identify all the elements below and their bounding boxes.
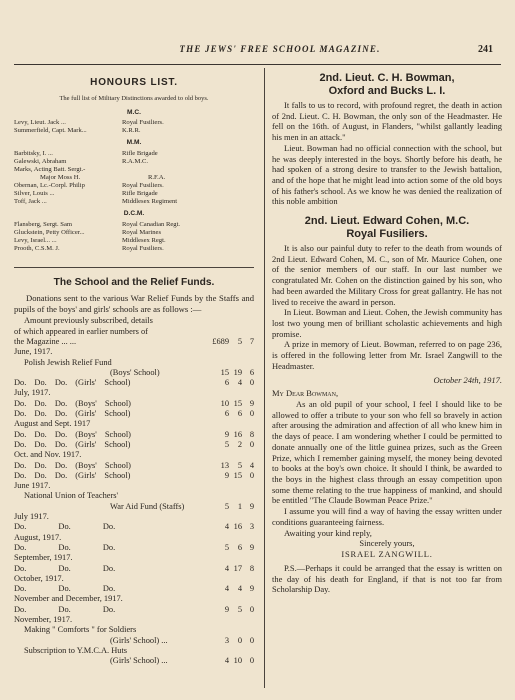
fund-pence: 9 (249, 542, 254, 552)
fund-pence: 4 (249, 460, 254, 470)
honours-name: Marks, Acting Batt. Sergt.- (14, 166, 86, 174)
honours-entry (14, 127, 254, 135)
fund-pounds: 4 (224, 584, 229, 594)
fund-description: Do. Do. Do. (Boys' School) (14, 429, 131, 439)
honours-unit: Middlesex Regiment (122, 198, 178, 206)
fund-pence: 0 (249, 439, 254, 449)
fund-shillings (229, 574, 242, 584)
fund-row (14, 625, 254, 635)
fund-description: Do. Do. Do. (14, 563, 116, 573)
fund-pence: 8 (249, 563, 254, 573)
fund-pence (242, 553, 254, 563)
fund-row (14, 656, 254, 666)
honours-unit: R.A.M.C. (122, 158, 149, 166)
letter-closing: Awaiting your kind reply, (284, 527, 372, 538)
fund-description: Do. Do. Do. (Girls' School) (14, 378, 131, 388)
fund-pounds (199, 594, 229, 604)
fund-pence: 9 (249, 584, 254, 594)
fund-row (14, 502, 254, 512)
header-rule (14, 64, 501, 65)
fund-description: (Girls' School) ... (110, 656, 168, 666)
fund-pence (242, 615, 254, 625)
fund-description: Do. Do. Do. (Boys' School) (14, 398, 131, 408)
honours-entry (14, 166, 254, 174)
bowman-title: 2nd. Lieut. C. H. Bowman, (319, 72, 455, 84)
fund-description: November, 1917. (14, 614, 73, 624)
honours-name: Major Moss H. (40, 174, 81, 182)
left-column (14, 72, 254, 666)
fund-pence: 0 (249, 470, 254, 480)
fund-shillings (229, 615, 242, 625)
bowman-paragraph: Lieut. Bowman had no official connection with the school, but he was deeply interested in the boys. Shortly before his death, he had spoken of a strong desire to transfer to the Jewish battalion, and of the hope that he might lead into action some of the old boys of his father's school. As we know he was denied the realization of this noble ambition (272, 142, 502, 207)
fund-row (14, 327, 254, 337)
fund-shillings (229, 646, 242, 656)
fund-row (14, 584, 254, 594)
fund-pence: 9 (249, 501, 254, 511)
fund-description: (Boys' School) (110, 367, 160, 377)
fund-shillings: 5 (237, 336, 242, 346)
letter-postscript: P.S.—Perhaps it could be arranged that the essay is written on the day of his death for England, if that is not too far from Scholarship Day. (272, 562, 502, 595)
fund-row (14, 440, 254, 450)
fund-row (14, 533, 254, 543)
fund-row (14, 409, 254, 419)
fund-description: August, 1917. (14, 532, 62, 542)
fund-pounds: 6 (224, 409, 229, 419)
fund-pence (242, 646, 254, 656)
fund-pence (242, 419, 254, 429)
fund-pounds (199, 574, 229, 584)
fund-shillings: 15 (233, 398, 242, 408)
fund-pounds (199, 615, 229, 625)
fund-description: June 1917. (14, 481, 51, 491)
fund-shillings (229, 625, 242, 635)
fund-pounds: 9 (224, 429, 229, 439)
fund-row (14, 543, 254, 553)
fund-row (14, 574, 254, 584)
honours-unit: Middlesex Regt. (122, 236, 166, 244)
fund-row (14, 491, 254, 501)
letter-paragraph: As an old pupil of your school, I feel I should like to be allowed to offer a tribute to your son who fell so bravely in action after arousing the admiration and affection of all who knew him in the days of peace. I am wondering whether I could be permitted to donate annually one of the little guinea prizes, such as the Green Prize, which I remember gaining myself, the money being devoted to books at the boy's own choice. It should I think, be awarded to the boys in the highest class through an essay competition upon some theme relating to the true happiness of mankind, and should be entitled "The Claude Bowman Peace Prize." (272, 399, 502, 506)
page-number: 241 (478, 44, 493, 55)
fund-pence (242, 481, 254, 491)
honours-entry (14, 158, 254, 166)
fund-row (14, 378, 254, 388)
cohen-title: 2nd. Lieut. Edward Cohen, M.C. (304, 215, 470, 228)
fund-shillings: 5 (237, 460, 242, 470)
fund-pounds: 5 (224, 542, 229, 552)
fund-shillings (229, 419, 242, 429)
relief-table (14, 316, 254, 666)
fund-row (14, 471, 254, 481)
honours-unit: K.R.R. (122, 127, 141, 135)
fund-pounds (199, 358, 229, 368)
fund-description: Do. Do. Do. (Girls' School) (14, 470, 131, 480)
fund-pence (242, 388, 254, 398)
honours-list (14, 108, 254, 253)
fund-pounds: 4 (224, 522, 229, 532)
fund-row (14, 316, 254, 326)
fund-row (14, 564, 254, 574)
fund-description: Polish Jewish Relief Fund (24, 357, 112, 367)
fund-shillings: 4 (237, 584, 242, 594)
fund-shillings (229, 388, 242, 398)
fund-pounds (199, 646, 229, 656)
fund-shillings: 1 (237, 501, 242, 511)
honours-name: Toff, Jack ... (14, 198, 47, 206)
honours-entry (14, 221, 254, 229)
fund-pence: 7 (249, 336, 254, 346)
honours-entry (14, 182, 254, 190)
fund-pounds (199, 512, 229, 522)
fund-pounds: 5 (224, 439, 229, 449)
fund-pounds: 9 (224, 604, 229, 614)
fund-description: National Union of Teachers' (24, 491, 119, 501)
fund-shillings: 6 (237, 542, 242, 552)
fund-description: Subscription to Y.M.C.A. Huts (24, 645, 128, 655)
fund-pence: 0 (249, 409, 254, 419)
fund-description: Amount previously subscribed, details (24, 316, 153, 326)
fund-pence (242, 316, 254, 326)
honours-unit: Royal Fusiliers. (122, 244, 164, 252)
fund-pounds: 3 (224, 635, 229, 645)
fund-description: October, 1917. (14, 573, 64, 583)
cohen-paragraph: A prize in memory of Lieut. Bowman, referred to on page 236, is offered in the following letter from Mr. Israel Zangwill to the Headmaster. (272, 339, 502, 371)
bowman-paragraph: It falls to us to record, with profound regret, the death in action of 2nd. Lieut. C. H. Bowman, the only son of the Headmaster. He fell on the 16th. of August, in Flanders, "whilst gallantly leading his men in an attack." (272, 100, 502, 143)
fund-row (14, 358, 254, 368)
fund-shillings (229, 327, 242, 337)
fund-pounds (199, 481, 229, 491)
fund-pence (242, 625, 254, 635)
fund-shillings: 0 (237, 635, 242, 645)
fund-pounds: 6 (224, 378, 229, 388)
fund-pounds (199, 553, 229, 563)
honours-section-heading: D.C.M. (123, 210, 145, 218)
honours-section-heading: M.M. (126, 139, 142, 147)
running-title: THE JEWS' FREE SCHOOL MAGAZINE. (179, 44, 381, 54)
fund-pence (242, 594, 254, 604)
fund-pence (242, 347, 254, 357)
fund-row (14, 615, 254, 625)
honours-entry (14, 237, 254, 245)
fund-pounds (199, 327, 229, 337)
fund-shillings: 4 (237, 378, 242, 388)
fund-description: Do. Do. Do. (Girls' School) (14, 409, 131, 419)
relief-title: The School and the Relief Funds. (53, 276, 215, 288)
fund-row (14, 450, 254, 460)
honours-entry (14, 174, 254, 182)
fund-pounds: 15 (220, 367, 229, 377)
fund-pence: 8 (249, 429, 254, 439)
fund-description: November and December, 1917. (14, 594, 123, 604)
fund-description: August and Sept. 1917 (14, 419, 91, 429)
fund-pence: 0 (249, 378, 254, 388)
fund-pounds: 5 (224, 501, 229, 511)
honours-unit: Royal Canadian Regt. (122, 220, 181, 228)
fund-row (14, 512, 254, 522)
fund-pounds: 9 (224, 470, 229, 480)
fund-shillings (229, 553, 242, 563)
honours-unit: Royal Fusiliers. (122, 119, 164, 127)
fund-pence: 3 (249, 522, 254, 532)
fund-shillings: 16 (233, 522, 242, 532)
fund-pounds (199, 388, 229, 398)
fund-pence (242, 327, 254, 337)
honours-unit: Rifle Brigade (122, 190, 158, 198)
fund-pence (242, 450, 254, 460)
fund-description: Do. Do. Do. (14, 542, 116, 552)
fund-description: July, 1917. (14, 388, 51, 398)
honours-entry (14, 190, 254, 198)
letter-salutation: My Dear Bowman, (272, 388, 339, 399)
fund-shillings: 15 (233, 470, 242, 480)
fund-row (14, 388, 254, 398)
honours-name: Obernan, Lc.-Corpl. Philip (14, 182, 85, 190)
honours-name: Silver, Louis ... (14, 190, 55, 198)
honours-entry (14, 150, 254, 158)
fund-description: Do. Do. Do. (Boys' School) (14, 460, 131, 470)
fund-row (14, 481, 254, 491)
letter-signature: ISRAEL ZANGWILL. (341, 549, 433, 559)
fund-description: Oct. and Nov. 1917. (14, 450, 82, 460)
fund-pounds (199, 533, 229, 543)
letter-date: October 24th, 1917. (433, 375, 502, 386)
honours-unit: R.F.A. (148, 174, 166, 182)
letter-closing: Sincerely yours, (359, 538, 415, 549)
honours-unit: Royal Fusiliers. (122, 182, 164, 190)
fund-shillings (229, 450, 242, 460)
fund-pounds (199, 491, 229, 501)
fund-pounds (199, 347, 229, 357)
fund-shillings (229, 316, 242, 326)
honours-unit: Royal Marines (122, 228, 162, 236)
fund-description: Do. Do. Do. (Girls' School) (14, 439, 131, 449)
fund-description: (Girls' School) ... (110, 635, 168, 645)
honours-entry (14, 119, 254, 127)
fund-row (14, 347, 254, 357)
fund-description: Do. Do. Do. (14, 604, 116, 614)
fund-row (14, 636, 254, 646)
fund-row (14, 522, 254, 532)
fund-row (14, 605, 254, 615)
fund-shillings: 6 (237, 409, 242, 419)
cohen-subtitle: Royal Fusiliers. (346, 228, 428, 241)
cohen-paragraph: In Lieut. Bowman and Lieut. Cohen, the Jewish community has lost two young men of brilliant scholastic achievements and high promise. (272, 307, 502, 339)
fund-pence: 0 (249, 656, 254, 666)
fund-description: War Aid Fund (Staffs) (110, 501, 185, 511)
honours-name: Galewski, Abraham (14, 158, 67, 166)
fund-pounds (199, 316, 229, 326)
fund-pounds (199, 625, 229, 635)
honours-name: Flansberg, Sergt. Sam (14, 220, 73, 228)
fund-pence: 9 (249, 398, 254, 408)
fund-shillings: 2 (237, 439, 242, 449)
fund-description: September, 1917. (14, 553, 73, 563)
fund-row (14, 553, 254, 563)
fund-description: Do. Do. Do. (14, 584, 116, 594)
fund-pounds: 4 (224, 656, 229, 666)
honours-entry (14, 229, 254, 237)
fund-row (14, 368, 254, 378)
honours-intro: The full list of Military Distinctions awarded to old boys. (59, 94, 209, 102)
fund-pence (242, 491, 254, 501)
section-divider (14, 267, 254, 268)
honours-name: Prooth, C.S.M. J. (14, 244, 60, 252)
fund-shillings (229, 358, 242, 368)
honours-name: Gluckstein, Petty Officer... (14, 228, 85, 236)
fund-description: the Magazine ... ... (14, 336, 77, 346)
fund-pence (242, 512, 254, 522)
honours-name: Summerfield, Capt. Mark... (14, 127, 87, 135)
fund-row (14, 337, 254, 347)
fund-shillings (229, 512, 242, 522)
fund-row (14, 430, 254, 440)
fund-pence (242, 533, 254, 543)
fund-shillings (229, 533, 242, 543)
fund-row (14, 399, 254, 409)
fund-shillings (229, 594, 242, 604)
fund-row (14, 461, 254, 471)
fund-shillings: 19 (233, 367, 242, 377)
fund-shillings (229, 491, 242, 501)
bowman-subtitle: Oxford and Bucks L. I. (328, 85, 446, 97)
fund-row (14, 646, 254, 656)
honours-unit (122, 166, 254, 174)
fund-description: Making " Comforts " for Soldiers (24, 625, 137, 635)
honours-name: Barbitsky, I. ... (14, 150, 53, 158)
fund-pence (242, 574, 254, 584)
fund-shillings (229, 481, 242, 491)
fund-shillings: 10 (233, 656, 242, 666)
letter-paragraph: I assume you will find a way of having the essay written under conditions guaranteeing fairness. (272, 506, 502, 527)
fund-description: Do. Do. Do. (14, 522, 116, 532)
relief-intro: Donations sent to the various War Relief Funds by the Staffs and pupils of the boys' and girls' schools are as follows :— (14, 292, 254, 314)
honours-name: Levy, Israel... ... (14, 236, 57, 244)
column-divider (264, 68, 265, 688)
fund-shillings: 17 (233, 563, 242, 573)
cohen-paragraph: It is also our painful duty to refer to the death from wounds of 2nd Lieut. Edward Cohen, M. C., son of Mr. Maurice Cohen, one of the senior members of our staff. In our last number we congratulated Mr. Cohen on the distinction gained by his son, who had been awarded the Military Cross for great gallantry. He has not lived to receive the award in person. (272, 243, 502, 307)
fund-pence: 0 (249, 604, 254, 614)
fund-description: June, 1917. (14, 347, 53, 357)
honours-unit: Rifle Brigade (122, 150, 158, 158)
fund-description: of which appeared in earlier numbers of (14, 326, 148, 336)
fund-pence (242, 358, 254, 368)
fund-pounds: 13 (220, 460, 229, 470)
fund-pounds (199, 419, 229, 429)
honours-name: Levy, Lieut. Jack ... (14, 119, 66, 127)
fund-row (14, 419, 254, 429)
honours-title: HONOURS LIST. (90, 77, 178, 88)
fund-pence: 0 (249, 635, 254, 645)
fund-pounds: £689 (212, 336, 229, 346)
honours-section-heading: M.C. (127, 108, 141, 116)
fund-shillings (229, 347, 242, 357)
fund-pounds (199, 450, 229, 460)
fund-row (14, 594, 254, 604)
right-column (272, 72, 502, 595)
fund-description: July 1917. (14, 512, 49, 522)
honours-entry (14, 198, 254, 206)
honours-entry (14, 245, 254, 253)
fund-pence: 6 (249, 367, 254, 377)
fund-shillings: 5 (237, 604, 242, 614)
fund-shillings: 16 (233, 429, 242, 439)
fund-pounds: 10 (220, 398, 229, 408)
fund-pounds: 4 (224, 563, 229, 573)
